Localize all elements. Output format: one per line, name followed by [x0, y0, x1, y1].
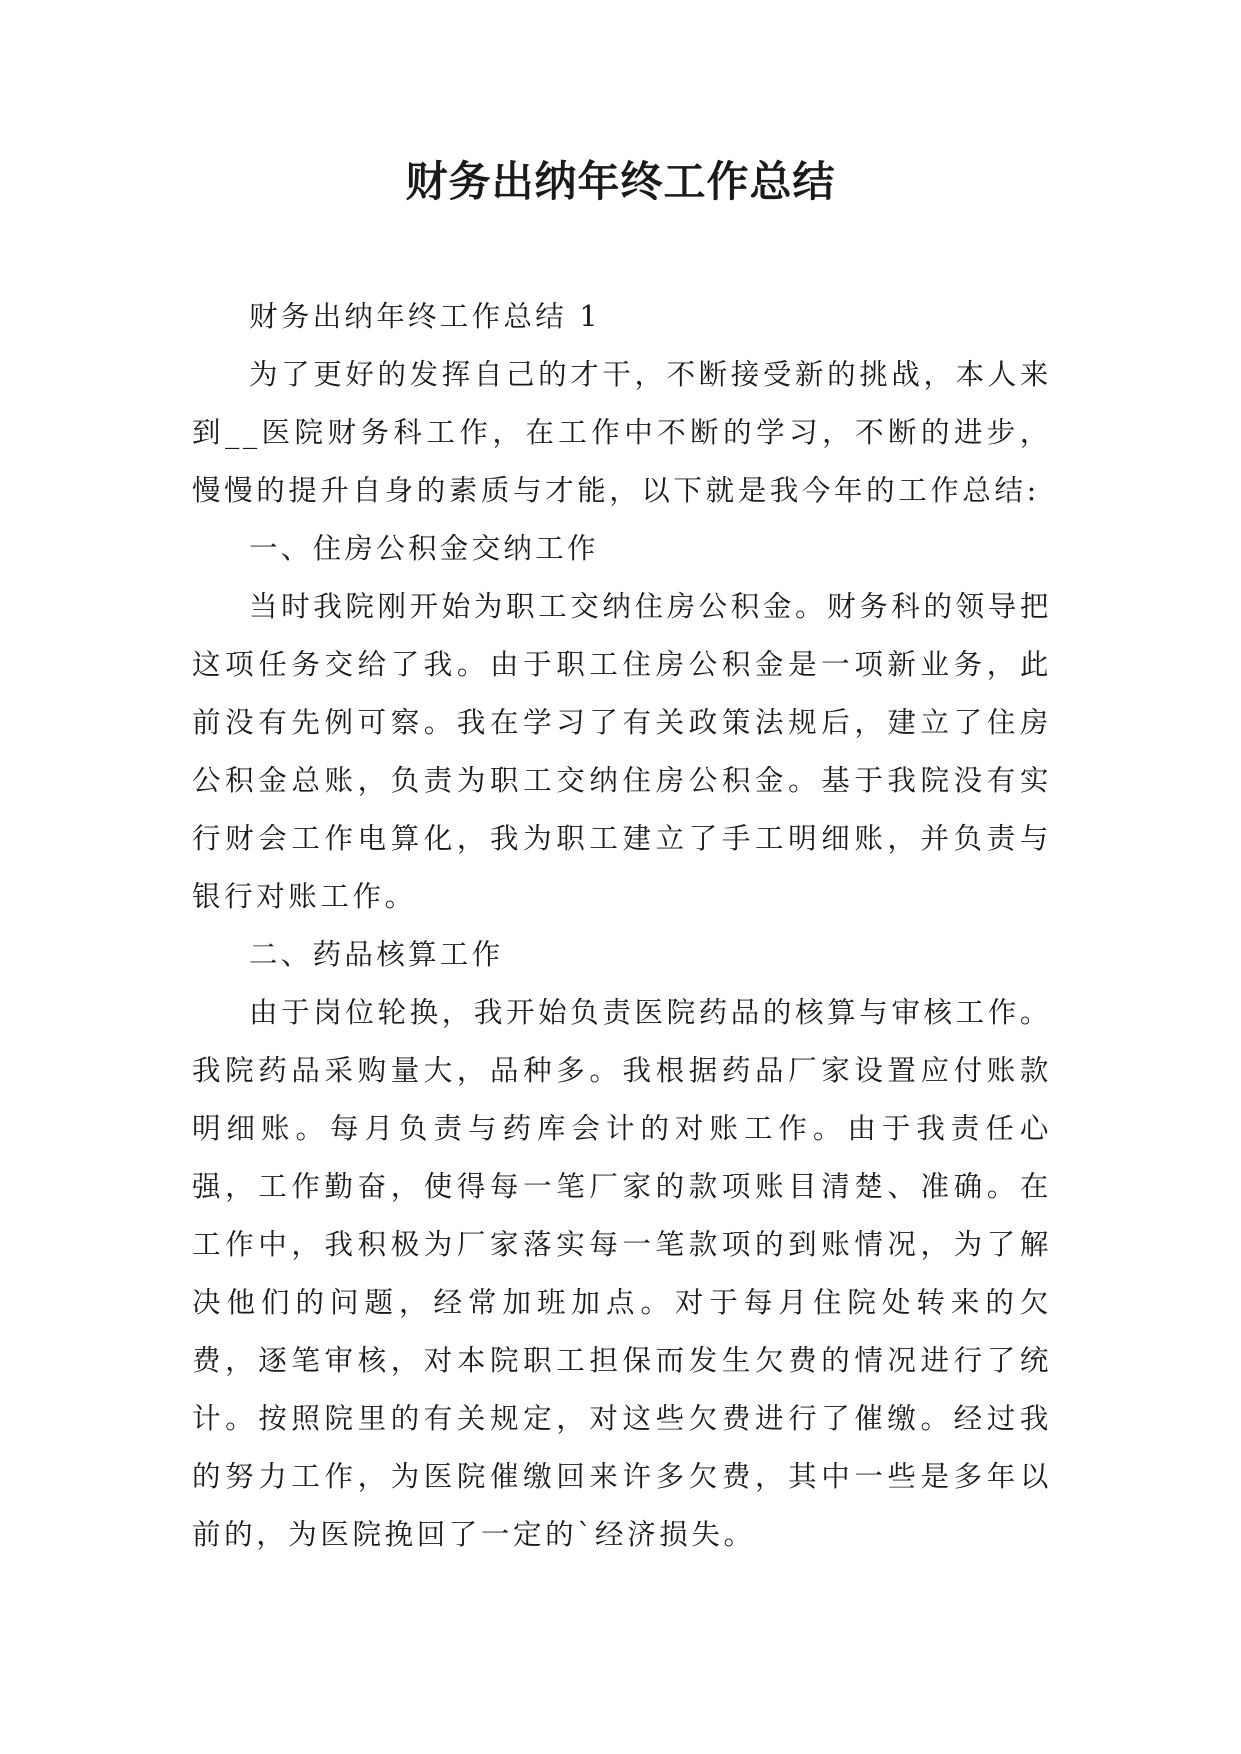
- housing-fund-paragraph: 当时我院刚开始为职工交纳住房公积金。财务科的领导把这项任务交给了我。由于职工住房公积金是一项新业务，此前没有先例可察。我在学习了有关政策法规后，建立了住房公积金总账，负责为职工交纳住房公积金。基于我院没有实行财会工作电算化，我为职工建立了手工明细账，并负责与银行对账工作。: [192, 590, 1052, 913]
- document-title: 财务出纳年终工作总结: [405, 157, 836, 206]
- document-body: [192, 288, 1052, 1564]
- section-heading-1: 财务出纳年终工作总结 1: [249, 300, 601, 333]
- section-heading-drug-accounting: 二、药品核算工作: [249, 938, 504, 971]
- drug-accounting-paragraph: 由于岗位轮换，我开始负责医院药品的核算与审核工作。我院药品采购量大，品种多。我根据药品厂家设置应付账款明细账。每月负责与药库会计的对账工作。由于我责任心强，工作勤奋，使得每一笔厂家的款项账目清楚、准确。在工作中，我积极为厂家落实每一笔款项的到账情况，为了解决他们的问题，经常加班加点。对于每月住院处转来的欠费，逐笔审核，对本院职工担保而发生欠费的情况进行了统计。按照院里的有关规定，对这些欠费进行了催缴。经过我的努力工作，为医院催缴回来许多欠费，其中一些是多年以前的，为医院挽回了一定的`经济损失。: [192, 996, 1052, 1551]
- intro-paragraph: 为了更好的发挥自己的才干，不断接受新的挑战，本人来到__医院财务科工作，在工作中不断的学习，不断的进步，慢慢的提升自身的素质与才能，以下就是我今年的工作总结:: [192, 358, 1052, 507]
- section-heading-housing-fund: 一、住房公积金交纳工作: [249, 532, 599, 565]
